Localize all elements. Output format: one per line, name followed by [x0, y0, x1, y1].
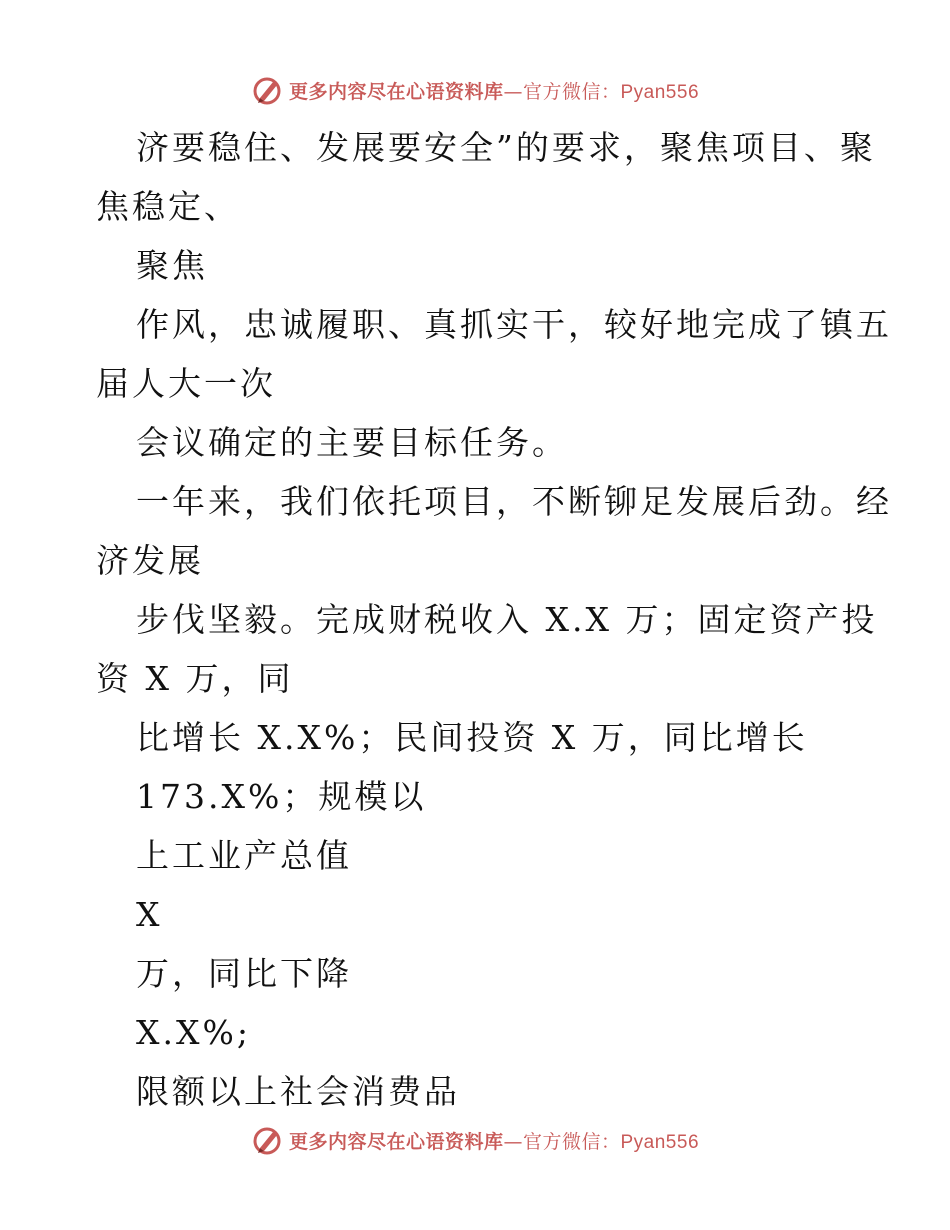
text-line: 万，同比下降	[136, 954, 352, 993]
text-line: 资 X 万，同	[96, 659, 294, 698]
text-line: 步伐坚毅。完成财税收入 X.X 万；固定资产投	[136, 600, 878, 639]
footer-wechat-label: 官方微信：	[522, 1130, 621, 1153]
header-banner-text	[289, 77, 699, 104]
text-line: 173.X%；规模以	[136, 777, 427, 816]
header-watermark-banner	[0, 70, 950, 110]
header-brand: 更多内容尽在心语资料库	[288, 80, 504, 103]
footer-dash: —	[503, 1130, 523, 1153]
text-line: 比增长 X.X%；民间投资 X 万，同比增长	[136, 718, 808, 757]
text-line: 焦稳定、	[96, 187, 240, 226]
text-line: 济要稳住、发展要安全”的要求，聚焦项目、聚	[136, 128, 876, 167]
text-line: 届人大一次	[96, 364, 276, 403]
pen-logo-icon	[251, 1124, 283, 1156]
text-line: 聚焦	[136, 246, 208, 285]
text-line: 作风，忠诚履职、真抓实干，较好地完成了镇五	[136, 305, 892, 344]
header-dash: —	[503, 80, 523, 103]
text-line: X	[136, 895, 163, 934]
text-line: X.X%;	[136, 1013, 251, 1052]
footer-watermark-banner	[0, 1120, 950, 1160]
text-line: 限额以上社会消费品	[136, 1072, 460, 1111]
text-line: 济发展	[96, 541, 204, 580]
footer-brand: 更多内容尽在心语资料库	[288, 1130, 504, 1153]
text-line: 一年来，我们依托项目，不断铆足发展后劲。经	[136, 482, 892, 521]
header-wechat-id: Pyan556	[620, 81, 700, 103]
footer-wechat-id: Pyan556	[620, 1131, 700, 1153]
footer-banner-text	[289, 1127, 699, 1154]
text-line: 会议确定的主要目标任务。	[136, 423, 568, 462]
body-text	[96, 118, 892, 1121]
pen-logo-icon	[251, 74, 283, 106]
header-wechat-label: 官方微信：	[522, 80, 621, 103]
text-line: 上工业产总值	[136, 836, 352, 875]
